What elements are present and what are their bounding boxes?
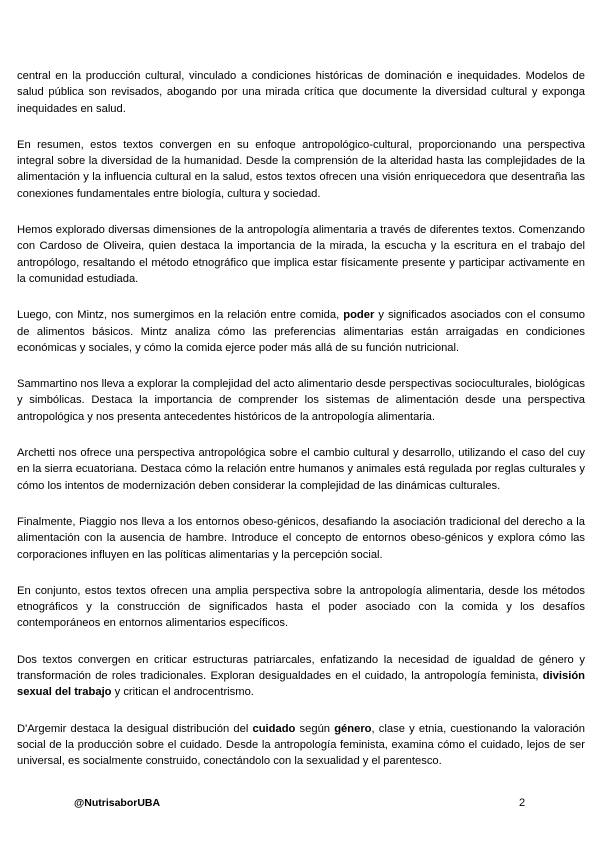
bold-text: género	[334, 722, 372, 735]
text-run: Archetti nos ofrece una perspectiva antropológica sobre el cambio cultural y desarrollo, utilizando el caso del cuy en la sierra ecuatoriana. Destaca cómo la relación entre humanos y animales está regulada por reglas culturales y cómo los intentos de modernización deben considerar la complejidad de las dinámicas culturales.	[17, 447, 585, 492]
text-run: Sammartino nos lleva a explorar la complejidad del acto alimentario desde perspectivas socioculturales, biológicas y simbólicas. Destaca la importancia de comprender los sistemas de alimentación desde una perspectiva antropológica y nos presenta antecedentes históricos de la antropología alimentaria.	[17, 378, 585, 423]
text-run: Luego, con Mintz, nos sumergimos en la relación entre comida,	[17, 309, 344, 322]
text-run: En conjunto, estos textos ofrecen una amplia perspectiva sobre la antropología alimentaria, desde los métodos etnográficos y la construcción de significados hasta el poder asociado con la comida y los desafíos contemporáneos en entornos alimentarios específicos.	[17, 584, 585, 630]
text-run: D'Argemir destaca la desigual distribución del	[17, 722, 253, 735]
text-run: Hemos explorado diversas dimensiones de la antropología alimentaria a través de diferentes textos. Comenzando con Cardoso de Oliveira, quien destaca la importancia de la mirada, la escucha y la escritura en el trabajo del antropólogo, resaltando el método etnográfico que implica estar físicamente presente y participar activamente en la comunidad estudiada.	[17, 224, 585, 285]
paragraph	[17, 137, 585, 202]
bold-text: poder	[343, 309, 375, 322]
paragraph	[17, 68, 585, 117]
text-run: y critican el androcentrismo.	[111, 686, 254, 699]
bold-text: división sexual del trabajo	[17, 670, 585, 699]
paragraph	[17, 514, 585, 563]
paragraph	[17, 652, 585, 701]
paragraph	[17, 583, 585, 632]
bold-text: cuidado	[252, 722, 296, 735]
text-run: En resumen, estos textos convergen en su enfoque antropológico-cultural, proporcionando una perspectiva integral sobre la diversidad de la humanidad. Desde la comprensión de la alteridad hasta las complejidades de la alimentación y la influencia cultural en la salud, estos textos ofrecen una visión enriquecedora que desentraña las conexiones fundamentales entre biología, cultura y sociedad.	[17, 138, 585, 200]
footer-handle: @NutrisaborUBA	[74, 797, 161, 809]
paragraph	[17, 376, 585, 425]
text-run: central en la producción cultural, vinculado a condiciones históricas de dominación e inequidades. Modelos de salud pública son revisados, abogando por una mirada crítica que documente la diversidad cultural y exponga inequidades en salud.	[17, 70, 585, 115]
text-run: y significados asociados con el consumo de alimentos básicos. Mintz analiza cómo las preferencias alimentarias están arraigadas en condiciones económicas y sociales, y cómo la comida ejerce poder más allá de su función nutricional.	[17, 309, 586, 354]
text-run: Dos textos convergen en criticar estructuras patriarcales, enfatizando la necesidad de igualdad de género y transformación de roles tradicionales. Exploran desigualdades en el cuidado, la antropología feminista,	[17, 653, 585, 683]
text-run: según	[295, 722, 335, 735]
paragraph	[17, 721, 585, 770]
body-text	[17, 68, 585, 790]
paragraph	[17, 307, 585, 356]
text-run: Finalmente, Piaggio nos lleva a los entornos obeso-génicos, desafiando la asociación tradicional del derecho a la alimentación con la ausencia de hambre. Introduce el concepto de entornos obeso-génicos y explora cómo las corporaciones influyen en las políticas alimentarias y la percepción social.	[17, 515, 585, 561]
paragraph	[17, 445, 585, 494]
page-number: 2	[519, 797, 526, 809]
text-run: , clase y etnia, cuestionando la valoración social de la producción sobre el cuidado. Desde la antropología feminista, examina cómo el cuidado, lejos de ser universal, es socialmente construido, conectándolo con la sexualidad y el parentesco.	[17, 722, 585, 768]
paragraph	[17, 222, 585, 287]
